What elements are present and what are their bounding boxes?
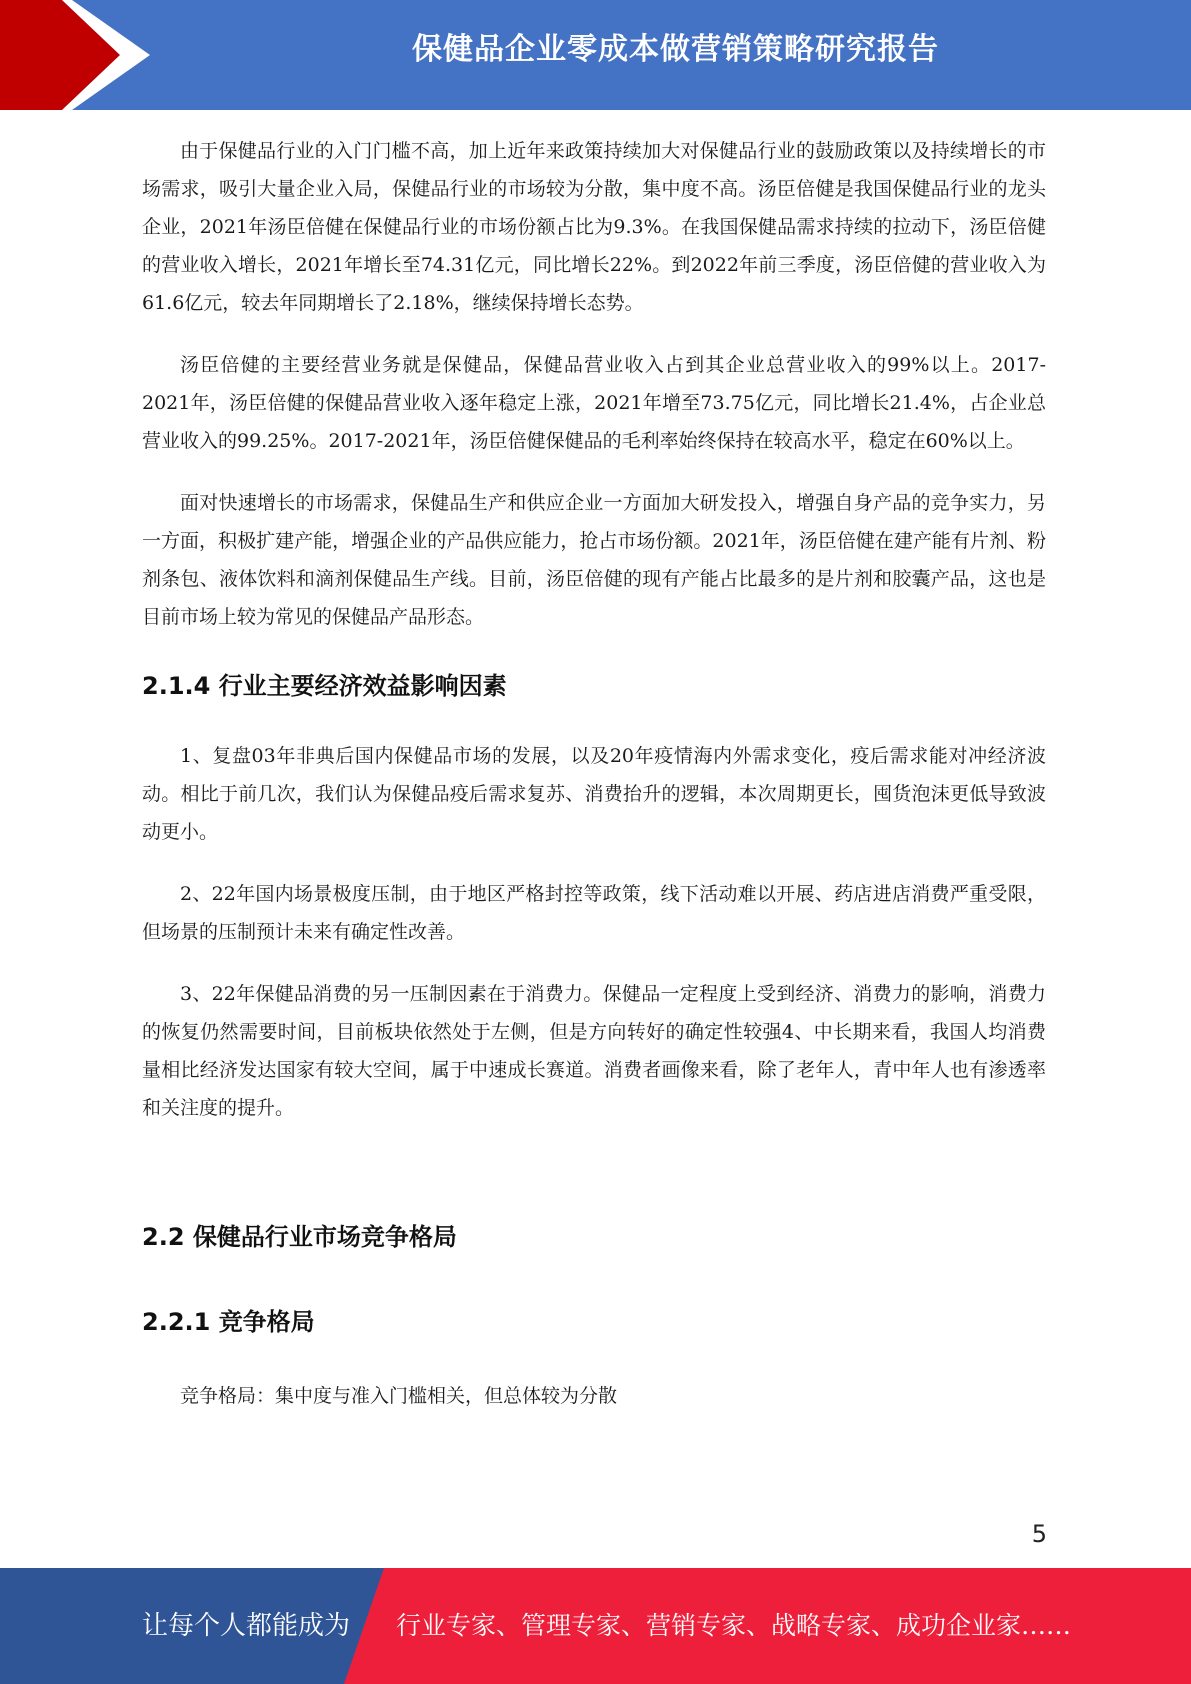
- footer-slogan-left: 让每个人都能成为: [142, 1611, 351, 1641]
- section-heading-2-1-4: 2.1.4 行业主要经济效益影响因素: [142, 672, 507, 700]
- paragraph-factor-2: 2、22年国内场景极度压制，由于地区严格封控等政策，线下活动难以开展、药店进店消费严重受限，但场景的压制预计未来有确定性改善。: [142, 883, 1046, 943]
- paragraph-market-share: 由于保健品行业的入门门槛不高，加上近年来政策持续加大对保健品行业的鼓励政策以及持续增长的市场需求，吸引大量企业入局，保健品行业的市场较为分散，集中度不高。汤臣倍健是我国保健品行业的龙头企业，2021年汤臣倍健在保健品行业的市场份额占比为9.3%。在我国保健品需求持续的拉动下，汤臣倍健的营业收入增长，2021年增长至74.31亿元，同比增长22%。到2022年前三季度，汤臣倍健的营业收入为61.6亿元，较去年同期增长了2.18%，继续保持增长态势。: [142, 140, 1046, 314]
- page-header: [0, 0, 1191, 110]
- page-footer: [0, 1568, 1191, 1684]
- paragraph-capacity: 面对快速增长的市场需求，保健品生产和供应企业一方面加大研发投入，增强自身产品的竞争实力，另一方面，积极扩建产能，增强企业的产品供应能力，抢占市场份额。2021年，汤臣倍健在建产能有片剂、粉剂条包、液体饮料和滴剂保健品生产线。目前，汤臣倍健的现有产能占比最多的是片剂和胶囊产品，这也是目前市场上较为常见的保健品产品形态。: [142, 492, 1046, 628]
- paragraph-factor-3: 3、22年保健品消费的另一压制因素在于消费力。保健品一定程度上受到经济、消费力的影响，消费力的恢复仍然需要时间，目前板块依然处于左侧，但是方向转好的确定性较强4、中长期来看，我国人均消费量相比经济发达国家有较大空间，属于中速成长赛道。消费者画像来看，除了老年人，青中年人也有渗透率和关注度的提升。: [142, 983, 1046, 1119]
- footer-slogan-right: 行业专家、管理专家、营销专家、战略专家、成功企业家……: [396, 1611, 1072, 1640]
- main-content: [142, 132, 1046, 1439]
- paragraph-revenue: 汤臣倍健的主要经营业务就是保健品，保健品营业收入占到其企业总营业收入的99%以上。2017-2021年，汤臣倍健的保健品营业收入逐年稳定上涨，2021年增至73.75亿元，同比增长21.4%，占企业总营业收入的99.25%。2017-2021年，汤臣倍健保健品的毛利率始终保持在较高水平，稳定在60%以上。: [142, 354, 1046, 452]
- header-arrow-decoration: [0, 0, 150, 110]
- section-heading-2-2-1: 2.2.1 竞争格局: [142, 1308, 315, 1336]
- document-title: 保健品企业零成本做营销策略研究报告: [412, 32, 939, 67]
- paragraph-factor-1: 1、复盘03年非典后国内保健品市场的发展，以及20年疫情海内外需求变化，疫后需求能对冲经济波动。相比于前几次，我们认为保健品疫后需求复苏、消费抬升的逻辑，本次周期更长，囤货泡沫更低导致波动更小。: [142, 745, 1046, 843]
- page-number: 5: [1031, 1520, 1047, 1548]
- paragraph-competition: 竞争格局：集中度与准入门槛相关，但总体较为分散: [180, 1385, 618, 1407]
- section-heading-2-2: 2.2 保健品行业市场竞争格局: [142, 1223, 457, 1251]
